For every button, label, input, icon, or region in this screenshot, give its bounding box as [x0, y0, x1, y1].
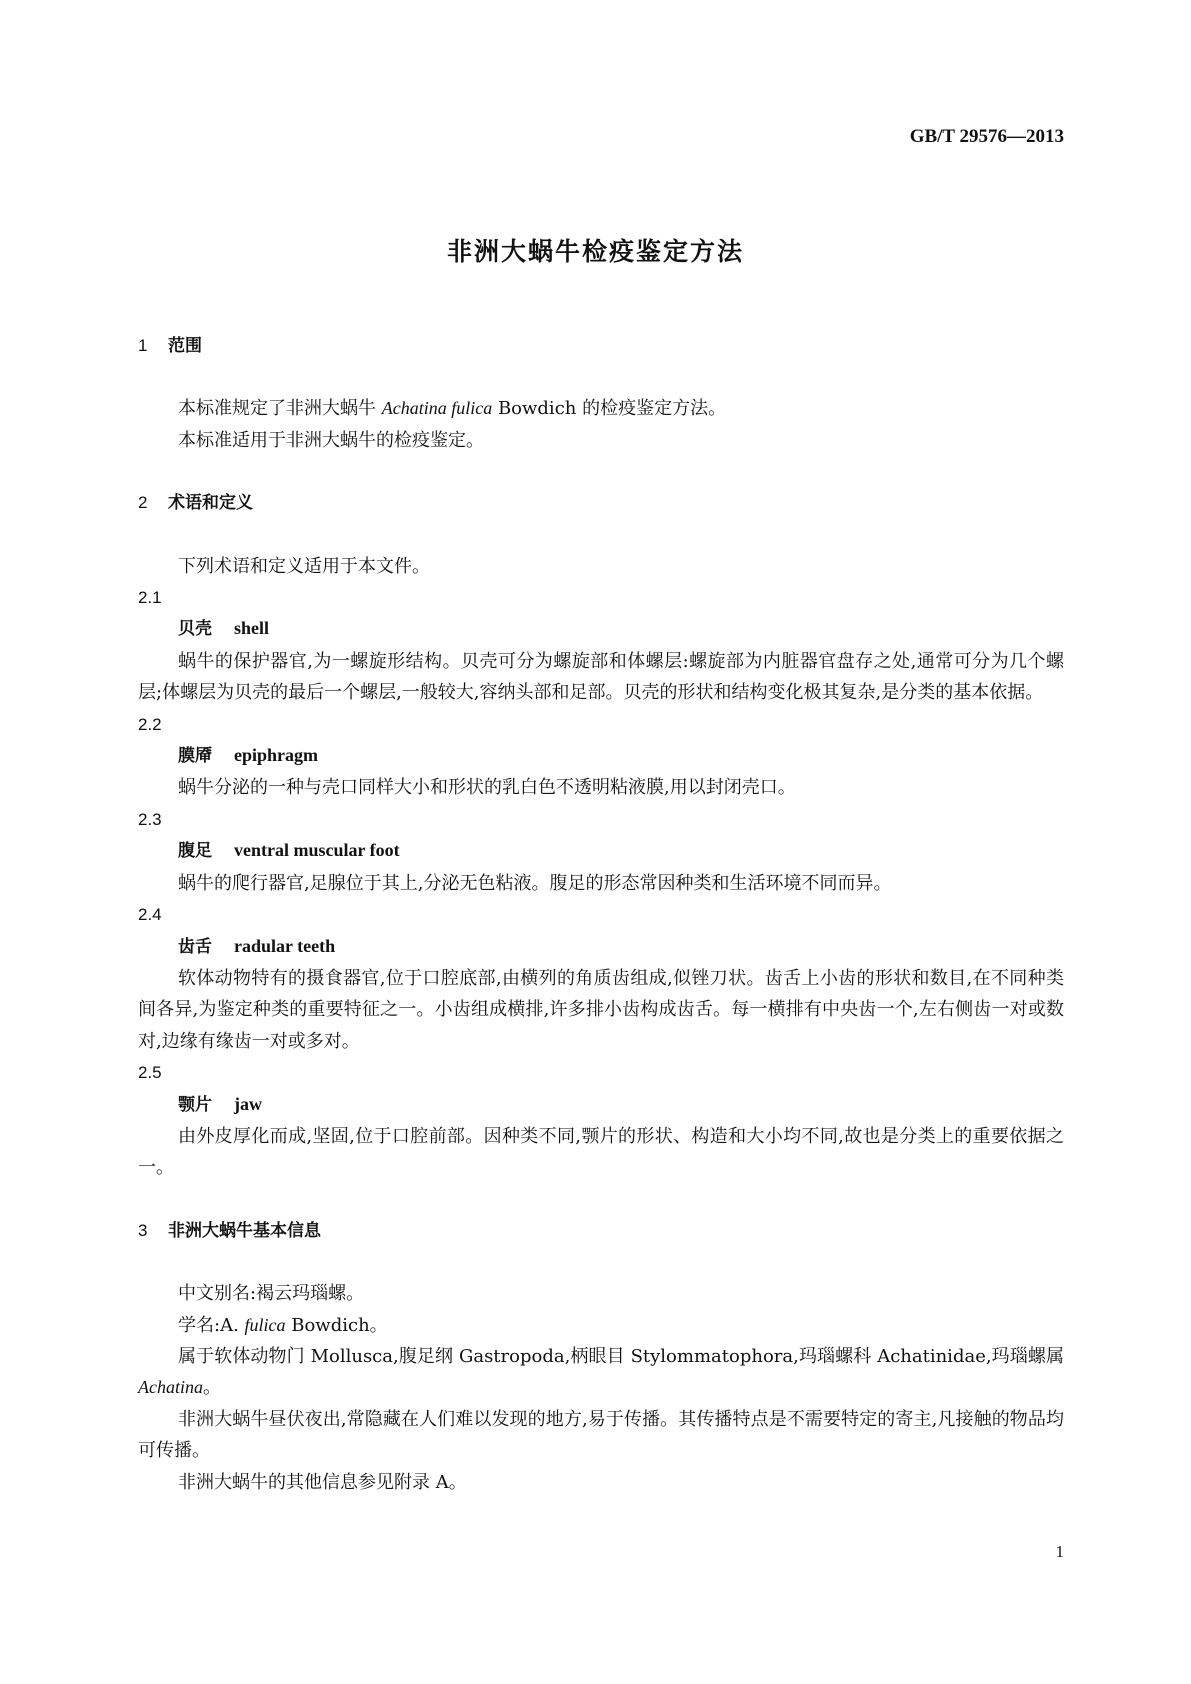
text: 属于软体动物门 Mollusca,腹足纲 Gastropoda,柄眼目 Stylommatophora,玛瑙螺科 Achatinidae,玛瑙螺属 [178, 1345, 1064, 1367]
paragraph: 下列术语和定义适用于本文件。 [178, 555, 430, 577]
term-definition: 由外皮厚化而成,坚固,位于口腔前部。因种类不同,颚片的形状、构造和大小均不同,故也是分类上的重要依据之一。 [138, 1125, 1064, 1179]
term-en: ventral muscular foot [234, 840, 400, 861]
term-zh: 颚片 [178, 1094, 212, 1115]
section-heading-scope [138, 330, 1064, 362]
term-definition: 蜗牛的爬行器官,足腺位于其上,分泌无色粘液。腹足的形态常因种类和生活环境不同而异。 [178, 872, 892, 894]
text: 。 [203, 1377, 221, 1399]
term-en: epiphragm [234, 745, 319, 766]
section-number: 1 [138, 336, 148, 355]
term-en: radular teeth [234, 935, 336, 956]
paragraph: 中文别名:褐云玛瑙螺。 [178, 1283, 365, 1305]
clause-number: 2.2 [138, 714, 162, 734]
section-heading-terms [138, 487, 1064, 519]
term-entry [138, 1089, 1064, 1121]
text: Bowdich。 [285, 1314, 388, 1336]
paragraph [138, 1310, 1064, 1341]
text: Bowdich 的检疫鉴定方法。 [492, 398, 727, 420]
paragraph [138, 1341, 1064, 1404]
species-name: fulica [244, 1314, 286, 1335]
term-zh: 腹足 [178, 841, 212, 862]
term-en: jaw [234, 1093, 262, 1114]
term-entry [138, 931, 1064, 963]
paragraph: 非洲大蜗牛的其他信息参见附录 A。 [178, 1471, 467, 1493]
standard-number: GB/T 29576—2013 [909, 126, 1064, 147]
term-definition: 软体动物特有的摄食器官,位于口腔底部,由横列的角质齿组成,似锉刀状。齿舌上小齿的形状和数目,在不同种类间各异,为鉴定种类的重要特征之一。小齿组成横排,许多排小齿构成齿舌。每一横排有中央齿一个,左右侧齿一对或数对,边缘有缘齿一对或多对。 [138, 967, 1064, 1052]
paragraph [138, 393, 1064, 424]
genus-name: Achatina [138, 1377, 203, 1398]
term-entry [138, 740, 1064, 772]
term-zh: 膜厣 [178, 746, 212, 767]
term-definition: 蜗牛的保护器官,为一螺旋形结构。贝壳可分为螺旋部和体螺层:螺旋部为内脏器官盘存之处,通常可分为几个螺层;体螺层为贝壳的最后一个螺层,一般较大,容纳头部和足部。贝壳的形状和结构变化极其复杂,是分类的基本依据。 [138, 650, 1064, 704]
section-number: 2 [138, 493, 148, 513]
species-name: Achatina fulica [381, 398, 493, 419]
text: 学名:A. [178, 1314, 245, 1336]
section-title: 范围 [168, 336, 202, 356]
term-zh: 齿舌 [178, 936, 212, 957]
term-en: shell [234, 618, 270, 639]
term-zh: 贝壳 [178, 619, 212, 640]
section-title: 术语和定义 [168, 493, 253, 514]
document-title: 非洲大蜗牛检疫鉴定方法 [446, 237, 744, 266]
clause-number: 2.1 [138, 588, 162, 608]
section-title: 非洲大蜗牛基本信息 [168, 1220, 321, 1241]
clause-number: 2.5 [138, 1063, 162, 1083]
section-number: 3 [138, 1220, 148, 1240]
term-entry [138, 835, 1064, 867]
clause-number: 2.3 [138, 809, 162, 829]
page-number: 1 [1055, 1542, 1064, 1561]
paragraph: 非洲大蜗牛昼伏夜出,常隐藏在人们难以发现的地方,易于传播。其传播特点是不需要特定的寄主,凡接触的物品均可传播。 [138, 1408, 1064, 1462]
section-heading-basic-info [138, 1215, 1064, 1247]
term-definition: 蜗牛分泌的一种与壳口同样大小和形状的乳白色不透明粘液膜,用以封闭壳口。 [178, 777, 796, 799]
term-entry [138, 613, 1064, 645]
clause-number: 2.4 [138, 905, 162, 925]
paragraph: 本标准适用于非洲大蜗牛的检疫鉴定。 [178, 429, 484, 451]
text: 本标准规定了非洲大蜗牛 [178, 398, 382, 420]
document-body [138, 330, 1064, 1498]
